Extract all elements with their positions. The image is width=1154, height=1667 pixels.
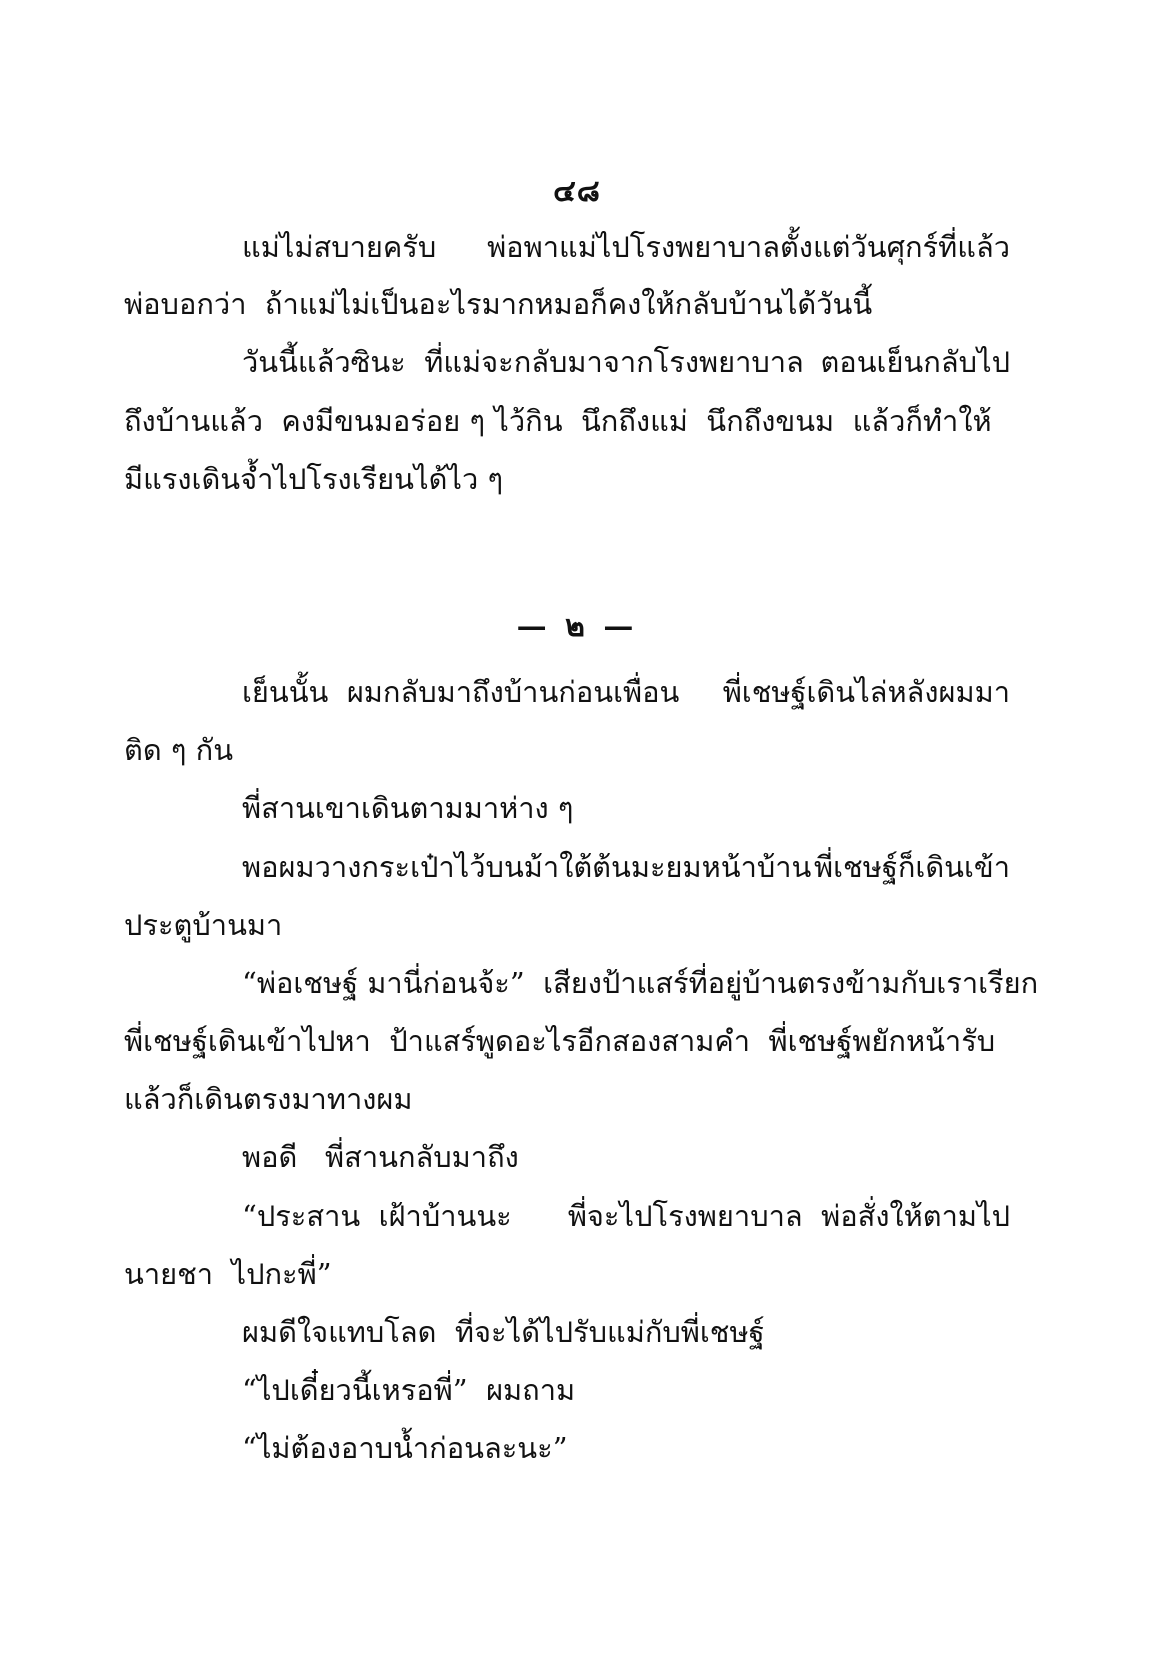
paragraph-line: พี่สานเขาเดินตามมาห่าง ๆ bbox=[242, 791, 574, 825]
paragraph-line bbox=[242, 672, 1010, 712]
paragraph-line bbox=[242, 847, 1010, 887]
paragraph-line: ติด ๆ กัน bbox=[124, 733, 234, 767]
paragraph-line: “ไม่ต้องอาบน้ำก่อนละนะ” bbox=[242, 1431, 568, 1465]
paragraph-line: พอดี พี่สานกลับมาถึง bbox=[242, 1140, 519, 1174]
paragraph-line: ผมดีใจแทบโลด ที่จะได้ไปรับแม่กับพี่เชษฐ์ bbox=[242, 1315, 765, 1349]
paragraph-line bbox=[242, 227, 1010, 267]
paragraph-line: นายชา ไปกะพี่” bbox=[124, 1257, 332, 1291]
paragraph-line bbox=[242, 342, 1010, 382]
text-segment: พี่เชษฐ์ก็เดินเข้า bbox=[814, 850, 1010, 884]
text-segment: พ่อพาแม่ไปโรงพยาบาลตั้งแต่วันศุกร์ที่แล้ว bbox=[487, 230, 1010, 264]
text-segment: พี่จะไปโรงพยาบาล พ่อสั่งให้ตามไป bbox=[567, 1199, 1010, 1233]
text-segment: เย็นนั้น ผมกลับมาถึงบ้านก่อนเพื่อน bbox=[242, 675, 680, 709]
text-segment: วันนี้แล้วซินะ ที่แม่จะกลับมาจากโรงพยาบาล bbox=[242, 345, 804, 379]
paragraph-line: มีแรงเดินจ้ำไปโรงเรียนได้ไว ๆ bbox=[124, 462, 504, 496]
paragraph-line: พี่เชษฐ์เดินเข้าไปหา ป้าแสร์พูดอะไรอีกสองสามคำ พี่เชษฐ์พยักหน้ารับ bbox=[124, 1024, 996, 1058]
text-segment: แม่ไม่สบายครับ bbox=[242, 230, 437, 264]
text-segment: “ประสาน เฝ้าบ้านนะ bbox=[242, 1199, 512, 1233]
text-segment: พอผมวางกระเป๋าไว้บนม้าใต้ต้นมะยมหน้าบ้าน bbox=[242, 850, 812, 884]
paragraph-line: แล้วก็เดินตรงมาทางผม bbox=[124, 1082, 413, 1116]
text-segment: พี่เชษฐ์เดินไล่หลังผมมา bbox=[722, 675, 1010, 709]
paragraph-line: “พ่อเชษฐ์ มานี่ก่อนจ้ะ” เสียงป้าแสร์ที่อยู่บ้านตรงข้ามกับเราเรียก bbox=[242, 966, 1039, 1000]
section-marker: — ๒ — bbox=[516, 609, 638, 644]
paragraph-line: “ไปเดี๋ยวนี้เหรอพี่” ผมถาม bbox=[242, 1373, 576, 1407]
paragraph-line bbox=[242, 1196, 1010, 1236]
paragraph-line: พ่อบอกว่า ถ้าแม่ไม่เป็นอะไรมากหมอก็คงให้กลับบ้านได้วันนี้ bbox=[124, 287, 873, 321]
paragraph-line: ถึงบ้านแล้ว คงมีขนมอร่อย ๆ ไว้กิน นึกถึงแม่ นึกถึงขนม แล้วก็ทำให้ bbox=[124, 404, 992, 438]
text-segment: ตอนเย็นกลับไป bbox=[820, 345, 1010, 379]
paragraph-line: ประตูบ้านมา bbox=[124, 908, 283, 942]
page-number: ๔๘ bbox=[553, 174, 601, 209]
